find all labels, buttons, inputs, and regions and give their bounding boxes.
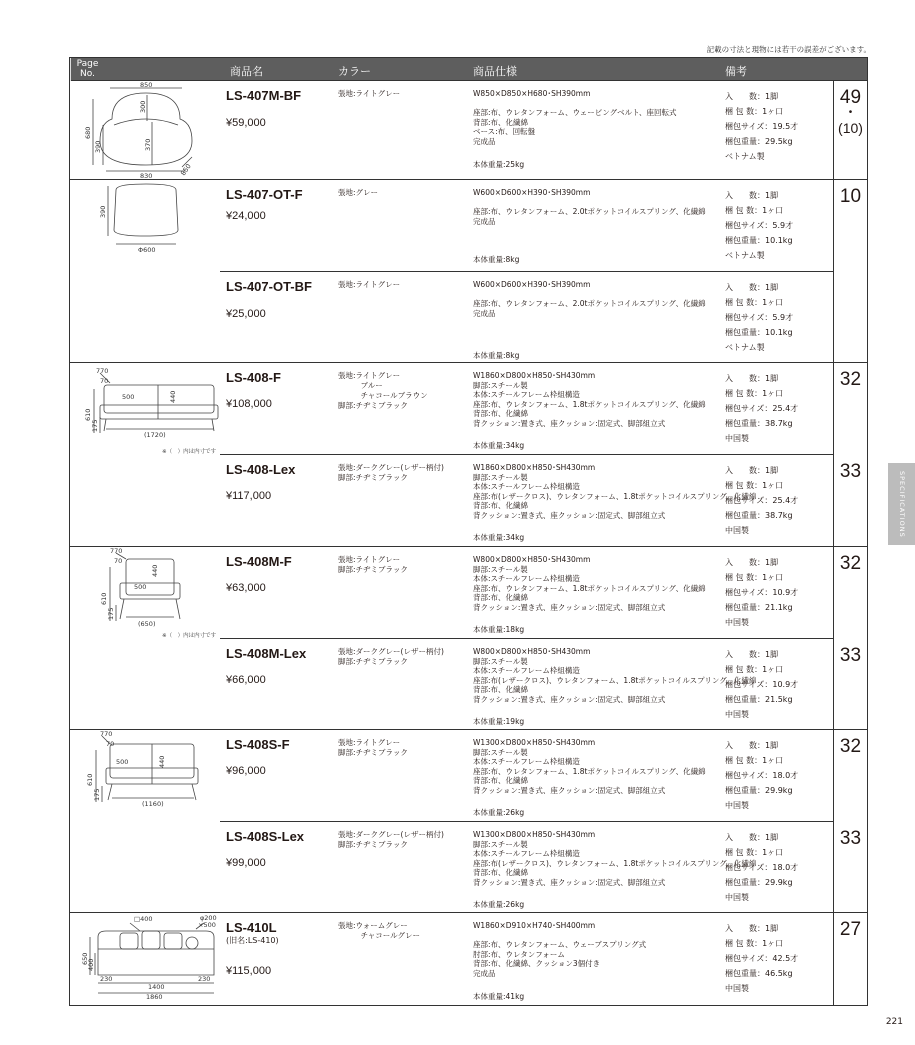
product-spec: W1300×D800×H850･SH430mm 脚部:スチール製 本体:スチールフレーム枠組構造 座部:布(レザークロス)、ウレタンフォーム、1.8tポケットコイルスプリング、化繊綿 背部:布、化繊綿 背クッション:置き式、座クッション:固定式、脚部組立式 bbox=[473, 830, 757, 887]
product-price: ¥117,000 bbox=[226, 490, 272, 502]
product-spec: W1860×D800×H850･SH430mm 脚部:スチール製 本体:スチールフレーム枠組構造 座部:布、ウレタンフォーム、1.8tポケットコイルスプリング、化繊綿 背部:布、化繊綿 背クッション:置き式、座クッション:固定式、脚部組立式 bbox=[473, 371, 706, 428]
dim-a: 850 bbox=[140, 81, 153, 89]
product-remarks: 入 数：1脚 梱 包 数：1ヶ口 梱包サイズ：10.9才 梱包重量：21.5kg 中国製 bbox=[725, 650, 799, 719]
product-name: LS-410L bbox=[226, 920, 277, 935]
product-drawing bbox=[70, 547, 220, 729]
product-group-ls-408s bbox=[69, 730, 868, 913]
product-price: ¥59,000 bbox=[226, 117, 266, 129]
dim-a: 770 bbox=[100, 730, 113, 738]
table-header bbox=[69, 57, 868, 81]
dim-note: ※（ ）内は内寸です bbox=[162, 449, 217, 455]
product-group-ls-407m-bf bbox=[69, 81, 868, 180]
page-ref-number-2: 33 bbox=[839, 828, 862, 849]
product-weight: 本体重量:26kg bbox=[473, 808, 525, 817]
product-weight: 本体重量:41kg bbox=[473, 992, 525, 1001]
page-ref-number-2: 33 bbox=[839, 461, 862, 482]
dim-f: 830 bbox=[140, 172, 153, 179]
product-weight: 本体重量:8kg bbox=[473, 255, 520, 264]
dim-g: (1160) bbox=[142, 800, 164, 808]
product-drawing bbox=[70, 363, 220, 546]
dim-a: 770 bbox=[96, 367, 109, 375]
dim-c: 500 bbox=[134, 583, 147, 591]
page-ref-number: 49 • (10) bbox=[838, 87, 863, 136]
product-drawing bbox=[70, 730, 220, 912]
dim-b: 680 bbox=[84, 126, 92, 139]
dim-a: 770 bbox=[110, 547, 123, 555]
header-name: 商品名 bbox=[230, 65, 263, 78]
dim-e: 610 bbox=[84, 408, 92, 421]
dim-e: 610 bbox=[86, 773, 94, 786]
product-row bbox=[220, 730, 833, 821]
product-weight: 本体重量:26kg bbox=[473, 900, 525, 909]
product-row bbox=[220, 547, 833, 638]
product-name: LS-408S-F bbox=[226, 737, 290, 752]
dim-f: 175 bbox=[91, 419, 99, 432]
dim-b: 70 bbox=[100, 377, 109, 385]
product-remarks: 入 数：1脚 梱 包 数：1ヶ口 梱包サイズ：5.9才 梱包重量：10.1kg ベトナム製 bbox=[725, 191, 794, 260]
dim-g: 230 bbox=[198, 975, 211, 983]
product-name: LS-407-OT-BF bbox=[226, 279, 312, 294]
page-ref bbox=[833, 730, 867, 912]
product-price: ¥96,000 bbox=[226, 765, 266, 777]
dim-f: 1400 bbox=[148, 983, 165, 991]
dim-b: 70 bbox=[114, 557, 123, 565]
dim-e: 610 bbox=[100, 592, 108, 605]
dim-a: □400 bbox=[134, 915, 153, 923]
product-price: ¥24,000 bbox=[226, 210, 266, 222]
page-ref-number: 27 bbox=[839, 919, 862, 940]
product-old-name: (旧名:LS-410) bbox=[226, 936, 279, 945]
page-ref bbox=[833, 363, 867, 546]
product-weight: 本体重量:34kg bbox=[473, 533, 525, 542]
product-price: ¥66,000 bbox=[226, 674, 266, 686]
page-ref bbox=[833, 81, 867, 179]
product-weight: 本体重量:8kg bbox=[473, 351, 520, 360]
product-row bbox=[220, 271, 833, 362]
product-spec: W600×D600×H390･SH390mm 座部:布、ウレタンフォーム、2.0tポケットコイルスプリング、化繊綿 完成品 bbox=[473, 188, 706, 226]
product-spec: W850×D850×H680･SH390mm 座部:布、ウレタンフォーム、ウェービングベルト、座回転式 背部:布、化繊綿 ベース:布、回転盤 完成品 bbox=[473, 89, 677, 146]
dim-d: 440 bbox=[169, 390, 177, 403]
product-color: 張地:ライトグレー bbox=[338, 280, 401, 289]
product-remarks: 入 数：1脚 梱 包 数：1ヶ口 梱包サイズ：5.9才 梱包重量：10.1kg ベトナム製 bbox=[725, 283, 794, 352]
product-color: 張地:ダークグレー(レザー柄付) 脚部:チヂミブラック bbox=[338, 830, 444, 849]
page-ref bbox=[833, 547, 867, 729]
product-remarks: 入 数：1脚 梱 包 数：1ヶ口 梱包サイズ：10.9才 梱包重量：21.1kg 中国製 bbox=[725, 558, 799, 627]
product-remarks: 入 数：1脚 梱 包 数：1ヶ口 梱包サイズ：25.4才 梱包重量：38.7kg 中国製 bbox=[725, 374, 799, 443]
product-weight: 本体重量:19kg bbox=[473, 717, 525, 726]
specifications-tab: SPECIFICATIONS bbox=[888, 463, 915, 545]
dim-c: 500 bbox=[116, 758, 129, 766]
dim-c: 390 bbox=[94, 140, 102, 153]
page-ref-number-2: 33 bbox=[839, 645, 862, 666]
product-row bbox=[220, 363, 833, 454]
product-group-ls-410l bbox=[69, 913, 868, 1006]
header-spec: 商品仕様 bbox=[473, 65, 517, 78]
product-color: 張地:ライトグレー 脚部:チヂミブラック bbox=[338, 738, 408, 757]
product-drawing bbox=[70, 913, 220, 1005]
product-group-ls-408 bbox=[69, 363, 868, 547]
dim-g: (1720) bbox=[144, 431, 166, 439]
product-weight: 本体重量:34kg bbox=[473, 441, 525, 450]
dim-b: φ200 ×500 bbox=[198, 914, 217, 929]
product-drawing bbox=[70, 180, 220, 362]
page-ref-number: 32 bbox=[839, 553, 862, 574]
dim-c: 650 bbox=[81, 952, 89, 965]
product-drawing bbox=[70, 81, 220, 179]
dim-h: 1860 bbox=[146, 993, 163, 1001]
dim-f: 175 bbox=[93, 788, 101, 801]
dim-note: ※（ ）内は内寸です bbox=[162, 633, 217, 639]
product-color: 張地:ライトグレー ブルー チャコールブラウン 脚部:チヂミブラック bbox=[338, 371, 428, 410]
product-group-ls-407-ot bbox=[69, 180, 868, 363]
product-name: LS-407M-BF bbox=[226, 88, 302, 103]
page-ref bbox=[833, 180, 867, 362]
product-weight: 本体重量:18kg bbox=[473, 625, 525, 634]
product-row bbox=[220, 638, 833, 729]
product-remarks: 入 数：1脚 梱 包 数：1ヶ口 梱包サイズ：42.5才 梱包重量：46.5kg 中国製 bbox=[725, 924, 799, 993]
product-remarks: 入 数：1脚 梱 包 数：1ヶ口 梱包サイズ：19.5才 梱包重量：29.5kg ベトナム製 bbox=[725, 92, 799, 161]
product-color: 張地:ウォームグレー チャコールグレー bbox=[338, 921, 420, 940]
product-price: ¥108,000 bbox=[226, 398, 272, 410]
product-color: 張地:ダークグレー(レザー柄付) 脚部:チヂミブラック bbox=[338, 463, 444, 482]
product-name: LS-408M-F bbox=[226, 554, 292, 569]
dim-d: 400 bbox=[87, 958, 95, 971]
dimension-note: 記載の寸法と現物には若干の誤差がございます。 bbox=[706, 45, 871, 54]
product-remarks: 入 数：1脚 梱 包 数：1ヶ口 梱包サイズ：18.0才 梱包重量：29.9kg 中国製 bbox=[725, 833, 799, 902]
product-price: ¥115,000 bbox=[226, 965, 272, 977]
product-name: LS-408S-Lex bbox=[226, 829, 305, 844]
page-ref-number: 10 bbox=[839, 186, 862, 207]
product-name: LS-408-Lex bbox=[226, 462, 296, 477]
product-spec: W1860×D910×H740･SH400mm 座部:布、ウレタンフォーム、ウェーブスプリング式 肘部:布、ウレタンフォーム 背部:布、化繊綿、クッション3個付き 完成品 bbox=[473, 921, 647, 978]
product-spec: W800×D800×H850･SH430mm 脚部:スチール製 本体:スチールフレーム枠組構造 座部:布、ウレタンフォーム、1.8tポケットコイルスプリング、化繊綿 背部:布、化繊綿 背クッション:置き式、座クッション:固定式、脚部組立式 bbox=[473, 555, 706, 612]
dim-b: 70 bbox=[106, 740, 115, 748]
dim-f: 175 bbox=[107, 607, 115, 620]
dim-d: 440 bbox=[151, 564, 159, 577]
header-page: Page No. bbox=[70, 58, 104, 81]
product-row bbox=[220, 913, 833, 1005]
product-row bbox=[220, 821, 833, 912]
header-remarks: 備考 bbox=[725, 65, 747, 78]
dim-d: 300 bbox=[139, 100, 147, 113]
product-row bbox=[220, 180, 833, 271]
dim-g: (650) bbox=[138, 620, 156, 628]
product-spec: W1300×D800×H850･SH430mm 脚部:スチール製 本体:スチールフレーム枠組構造 座部:布、ウレタンフォーム、1.8tポケットコイルスプリング、化繊綿 背部:布、化繊綿 背クッション:置き式、座クッション:固定式、脚部組立式 bbox=[473, 738, 706, 795]
dim-e: 230 bbox=[100, 975, 113, 983]
product-spec: W600×D600×H390･SH390mm 座部:布、ウレタンフォーム、2.0tポケットコイルスプリング、化繊綿 完成品 bbox=[473, 280, 706, 318]
page-number: 221 bbox=[885, 1017, 903, 1027]
product-name: LS-408M-Lex bbox=[226, 646, 307, 661]
dim-a: 390 bbox=[99, 205, 107, 218]
product-color: 張地:ライトグレー bbox=[338, 89, 401, 98]
product-name: LS-408-F bbox=[226, 370, 281, 385]
dim-g: 850 bbox=[179, 162, 193, 178]
product-group-ls-408m bbox=[69, 547, 868, 730]
dim-e: 370 bbox=[144, 138, 152, 151]
product-color: 張地:ダークグレー(レザー柄付) 脚部:チヂミブラック bbox=[338, 647, 444, 666]
dim-d: 440 bbox=[158, 755, 166, 768]
page-ref bbox=[833, 913, 867, 1005]
product-spec: W1860×D800×H850･SH430mm 脚部:スチール製 本体:スチールフレーム枠組構造 座部:布(レザークロス)、ウレタンフォーム、1.8tポケットコイルスプリング、化繊綿 背部:布、化繊綿 背クッション:置き式、座クッション:固定式、脚部組立式 bbox=[473, 463, 757, 520]
dim-c: 500 bbox=[122, 393, 135, 401]
product-color: 張地:グレー bbox=[338, 188, 379, 197]
product-row bbox=[220, 454, 833, 545]
page-ref-number: 32 bbox=[839, 736, 862, 757]
product-spec: W800×D800×H850･SH430mm 脚部:スチール製 本体:スチールフレーム枠組構造 座部:布(レザークロス)、ウレタンフォーム、1.8tポケットコイルスプリング、化繊綿 背部:布、化繊綿 背クッション:置き式、座クッション:固定式、脚部組立式 bbox=[473, 647, 757, 704]
product-price: ¥25,000 bbox=[226, 308, 266, 320]
spec-table bbox=[69, 57, 868, 1006]
product-price: ¥63,000 bbox=[226, 582, 266, 594]
product-color: 張地:ライトグレー 脚部:チヂミブラック bbox=[338, 555, 408, 574]
product-weight: 本体重量:25kg bbox=[473, 160, 525, 169]
header-color: カラー bbox=[338, 65, 371, 78]
product-remarks: 入 数：1脚 梱 包 数：1ヶ口 梱包サイズ：25.4才 梱包重量：38.7kg 中国製 bbox=[725, 466, 799, 535]
product-price: ¥99,000 bbox=[226, 857, 266, 869]
product-row bbox=[220, 81, 833, 179]
page-ref-number: 32 bbox=[839, 369, 862, 390]
product-remarks: 入 数：1脚 梱 包 数：1ヶ口 梱包サイズ：18.0才 梱包重量：29.9kg 中国製 bbox=[725, 741, 799, 810]
product-name: LS-407-OT-F bbox=[226, 187, 303, 202]
dim-b: Φ600 bbox=[138, 246, 156, 254]
